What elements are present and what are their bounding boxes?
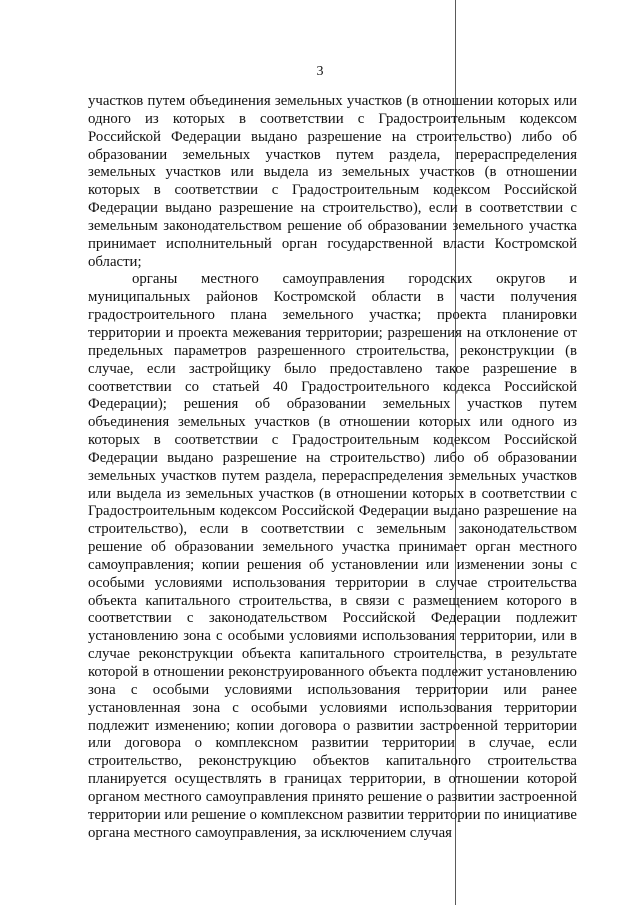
document-body <box>88 93 577 842</box>
page-number: 3 <box>316 64 324 79</box>
paragraph-continuation: участков путем объединения земельных участков (в отношении которых или одного из которых в соответствии с Градостроительным кодексом Российской Федерации выдано разрешение на строительство) либо об образовании земельных участков путем раздела, перераспределения земельных участков или выдела из земельных участков (в отношении которых в соответствии с Градостроительным кодексом Российской Федерации выдано разрешение на строительство), если в соответствии с земельным законодательством решение об образовании земельного участка принимает исполнительный орган государственной власти Костромской области; <box>88 93 577 270</box>
paragraph-local-authorities: органы местного самоуправления городских округов и муниципальных районов Костромской области в части получения градостроительного плана земельного участка; проекта планировки территории и проекта межевания территории; разрешения на отклонение от предельных параметров разрешенного строительства, реконструкции (в случае, если застройщику было предоставлено такое разрешение в соответствии со статьей 40 Градостроительного кодекса Российской Федерации); решения об образовании земельных участков путем объединения земельных участков (в отношении которых или одного из которых в соответствии с Градостроительным кодексом Российской Федерации выдано разрешение на строительство) либо об образовании земельных участков путем раздела, перераспределения земельных участков или выдела из земельных участков (в отношении которых в соответствии с Градостроительным кодексом Российской Федерации выдано разрешение на строительство), если в соответствии с земельным законодательством решение об образовании земельного участка принимает орган местного самоуправления; копии решения об установлении или изменении зоны с особыми условиями использования территории в случае строительства объекта капитального строительства, в связи с размещением которого в соответствии с законодательством Российской Федерации подлежит установлению зона с особыми условиями использования территории, или в случае реконструкции объекта капитального строительства, в результате которой в отношении реконструированного объекта подлежит установлению зона с особыми условиями использования территории или ранее установленная зона с особыми условиями использования территории подлежит изменению; копии договора о развитии застроенной территории или договора о комплексном развитии территории в случае, если строительство, реконструкцию объектов капитального строительства планируется осуществлять в границах территории, в отношении которой органом местного самоуправления принято решение о развитии застроенной территории или решение о комплексном развитии территории по инициативе органа местного самоуправления, за исключением случая <box>88 271 577 841</box>
